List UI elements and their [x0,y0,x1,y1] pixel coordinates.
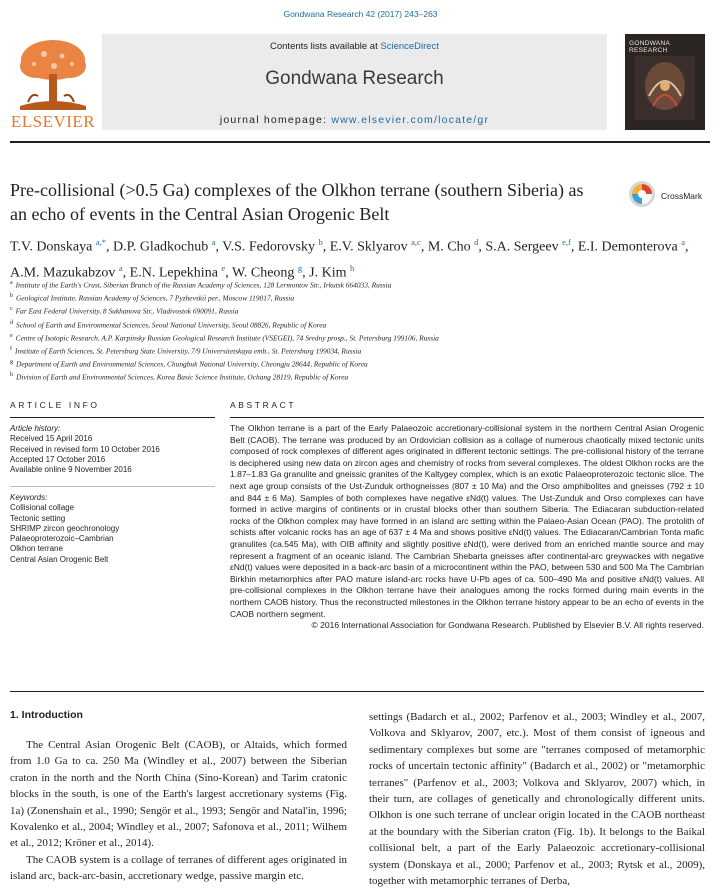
contents-prefix: Contents lists available at [270,41,381,52]
keyword-item: Palaeoproterozoic–Cambrian [10,534,114,544]
affiliation-item [10,370,710,383]
cover-art-icon [635,56,695,120]
affiliation-text: Division of Earth and Environmental Sciences, Korea Basic Science Institute, Ochang 28119, Republic of Korea [16,372,349,382]
crossmark-label: CrossMark [661,191,703,201]
author-name[interactable]: M. Cho [427,239,475,255]
crossmark-badge[interactable] [628,180,708,210]
affiliation-key: e [10,332,13,339]
author-name[interactable]: E.I. Demonterova [577,239,682,255]
author-name[interactable]: E.N. Lepekhina [129,265,222,281]
info-divider [10,486,215,487]
homepage-link[interactable]: www.elsevier.com/locate/gr [331,114,490,126]
author-name[interactable]: S.A. Sergeev [485,239,563,255]
affiliation-item [10,357,710,370]
affiliation-text: Geological Institute, Russian Academy of Sciences, 7 Pyzhevskii per., Moscow 119017, Russia [16,293,295,303]
affiliation-key: d [10,319,13,326]
author-affiliation-marker[interactable]: g [297,262,303,273]
author-list: T.V. Donskaya $^{a,*}$, D.P. Gladkochub $^a$, V.S. Fedorovsky $^b$, E.V. Sklyarov $^{a,c}$, M. Cho $^d$, S.A. Sergeev $^{e,f}$, E.I. Demonterova $^a$, A.M. Mazukabzov $^a$, E.N. Lepekhina $^e$, W. Cheong $^g$, J. Kim $^h$ [10,237,689,281]
affiliation-item [10,278,710,291]
affiliation-item [10,331,710,344]
history-item: Accepted 17 October 2016 [10,454,106,464]
intro-right-column [369,709,705,889]
author-affiliation-marker[interactable]: a [211,237,216,247]
journal-citation[interactable]: Gondwana Research 42 (2017) 243–263 [283,9,438,19]
introduction-heading: 1. Introduction [10,709,83,721]
header-rule [10,141,710,143]
affiliation-item [10,291,710,304]
history-item: Received in revised form 10 October 2016 [10,444,160,454]
author-affiliation-marker[interactable]: a,* [95,237,106,247]
author-name[interactable]: E.V. Sklyarov [329,239,412,255]
author-affiliation-marker[interactable]: a [681,237,686,247]
contents-line [102,41,607,52]
elsevier-tree-icon [14,36,92,110]
intro-paragraph: The CAOB system is a collage of terranes of different ages originated in island arc, back-arc-basin, accretionary wedge, passive margin etc. [10,853,347,883]
abstract-rule [230,417,704,418]
cover-title: GONDWANA RESEARCH [629,40,670,54]
author-name[interactable]: V.S. Fedorovsky [222,239,319,255]
keyword-item: Collisional collage [10,503,75,513]
abstract-text: The Olkhon terrane is a part of the Early Palaeozoic accretionary-collisional system in the northern Central Asian Orogenic Belt (CAOB). The terrane was produced by an Ordovician collision as a collage of numerous chaotically mixed tectonic units composed of rock complexes of different ages originated in different tectonic settings. The pre-collisional history of the terrane is deciphered using new data on zircon ages and chemistry of rocks from several complexes. The oldest Olkhon rocks are the 1.87–1.83 Ga granulite and gneissic granites of the Kaltygey complex, which is an exotic Palaeoproterozoic tectonic slice. The next age group consists of the Ust-Zunduk orthogneisses (807 ± 10 Ma) and the Orso amphibolites and gneisses (792 ± 10 and 844 ± 6 Ma). Samples of both complexes have negative εNd(t) values. The Ust-Zunduk and Orso complexes can have formed in active margins of continents or in crustal blocks other than southern Siberia. The Ediacaran subduction-related rocks of the Olkhon complex may have formed in an island arc setting within the Palaeo-Asian Ocean (PAO). The protolith of schists after volcanic rocks has an age of 637 ± 4 Ma and shows positive εNd(t) values. The Ediacaran/Cambrian Tonta mafic granulites (ca.545 Ma), with OIB affinity and slightly positive εNd(t), were derived from an enriched mantle source and may represent a fragment of an oceanic island. The Cambrian Shebarta gneisses after continental-arc greywackes with negative εNd(t) values were deposited in a back-arc basin of a microcontinent within the PAO, between 530 and 500 Ma The Cambrian Birkhin metamorphics after PAO mature island-arc rocks have U-Pb ages of ca. 500–490 Ma and positive εNd(t) values. All pre-collisional complexes in the Olkhon terrane have their analogues among the rocks formed during main events in the northern CAOB history. Thus the reconstructed milestones in the Olkhon terrane history appear to be an echo of events in the CAOB northern segment. [230,423,704,619]
keyword-item: Olkhon terrane [10,544,63,554]
elsevier-logo[interactable] [10,34,96,130]
author-name[interactable]: D.P. Gladkochub [112,239,212,255]
history-label: Article history: [10,424,61,433]
affiliation-text: Centre of Isotopic Research, A.P. Karpinsky Russian Geological Research Institute (VSEGEI), 74 Sredny prosp., St. Petersburg 199106, Russia [15,333,439,343]
article-info-heading: ARTICLE INFO [10,400,100,410]
keyword-item: SHRIMP zircon geochronology [10,523,120,533]
intro-paragraph: The Central Asian Orogenic Belt (CAOB), or Altaids, which formed from 1.0 Ga to ca. 250 Ma (Windley et al., 2007) between the Siberian craton in the north and the North China (Sino-Korean) and Tarim cratonic blocks in the south, is one of the Earth's largest accretionary systems (Fig. 1a) (Zonenshain et al., 1990; Sengör et al., 1993; Sengör and Natal'in, 1996; Kovalenko et al., 2004; Windley et al., 2007; Safonova et al., 2011; Wilhem et al., 2012; Kröner et al., 2014). [10,739,347,850]
author-affiliation-marker[interactable]: h [350,262,355,273]
history-item: Received 15 April 2016 [10,434,93,444]
affiliation-key: c [10,306,13,313]
article-history [10,424,215,475]
affiliation-text: School of Earth and Environmental Sciences, Seoul National University, Seoul 08826, Republic of Korea [16,319,327,329]
affiliation-text: Department of Earth and Environmental Sciences, Chungbuk National University, Cheongju 28644, Republic of Korea [16,359,368,369]
abstract-heading: ABSTRACT [230,400,297,410]
affiliation-key: b [10,293,13,300]
keyword-item: Tectonic setting [10,513,66,523]
author-name[interactable]: A.M. Mazukabzov [10,265,119,281]
author-name[interactable]: J. Kim [309,265,351,281]
journal-homepage-line [102,114,607,126]
keywords-block [10,493,215,565]
history-item: Available online 9 November 2016 [10,465,132,475]
author-name[interactable]: W. Cheong [231,265,298,281]
affiliation-text: Institute of the Earth's Crust, Siberian Branch of the Russian Academy of Sciences, 128 Lermontov Str., Irkutsk 664033, Russia [15,280,392,290]
author-affiliation-marker[interactable]: a [118,262,123,273]
affiliation-list [10,278,710,383]
affiliation-key: a [10,280,13,286]
abstract-copyright: © 2016 International Association for Gondwana Research. Published by Elsevier B.V. All rights reserved. [311,620,704,631]
journal-cover-image[interactable] [625,34,705,130]
affiliation-key: g [10,359,13,366]
author-name[interactable]: T.V. Donskaya [10,239,96,255]
affiliation-key: h [10,372,13,379]
article-title: Pre-collisional (>0.5 Ga) complexes of the Olkhon terrane (southern Siberia) as an echo of events in the Central Asian Orogenic Belt [10,180,584,224]
intro-left-column [10,737,347,885]
author-affiliation-marker[interactable]: b [318,237,323,247]
article-info-rule [10,417,215,418]
keywords-label: Keywords: [10,493,48,502]
abstract-body [230,423,704,632]
author-affiliation-marker[interactable]: e [221,262,226,273]
elsevier-wordmark: ELSEVIER [10,112,96,131]
crossmark-icon [628,180,656,208]
affiliation-item [10,344,710,357]
affiliation-text: Far East Federal University, 8 Sukhanova Str., Vladivostok 690091, Russia [15,306,239,316]
homepage-prefix: journal homepage: [219,114,332,126]
keyword-item: Central Asian Orogenic Belt [10,554,109,564]
sciencedirect-link[interactable]: ScienceDirect [380,41,439,52]
affiliation-text: Institute of Earth Sciences, St. Petersburg State University, 7/9 Universitetskaya emb., St. Petersburg 199034, Russia [15,346,362,356]
journal-title[interactable]: Gondwana Research [265,68,444,89]
author-affiliation-marker[interactable]: a,c [411,237,421,247]
author-affiliation-marker[interactable]: d [474,237,479,247]
author-affiliation-marker[interactable]: e,f [562,237,571,247]
intro-paragraph: settings (Badarch et al., 2002; Parfenov et al., 2003; Windley et al., 2007, Volkova and Sklyarov, 2007, etc.). Most of them consist of igneous and sedimentary complexes but some are "terranes composed of metamorphic rocks of uncertain tectonic affinity" (Badarch et al., 2002) or "metamorphic terranes" (Parfenov et al., 2003; Volkova and Sklyarov, 2007) which, in their turn, are collages of genetically and chronologically different units. Olkhon is one such terrane of unclear origin located in the CAOB northeast at the boundary with the Siberian craton (Fig. 1b). It belongs to the Baikal collisional belt, a part of the Early Palaeozoic accretionary-collisional system (Donskaya et al., 2000; Parfenov et al., 2003; Rytsk et al., 2009), together with metamorphic terranes of Derba, [369,711,705,888]
affiliation-key: f [10,345,12,352]
affiliation-item [10,318,710,331]
affiliation-item [10,304,710,317]
abstract-bottom-rule [10,691,704,692]
